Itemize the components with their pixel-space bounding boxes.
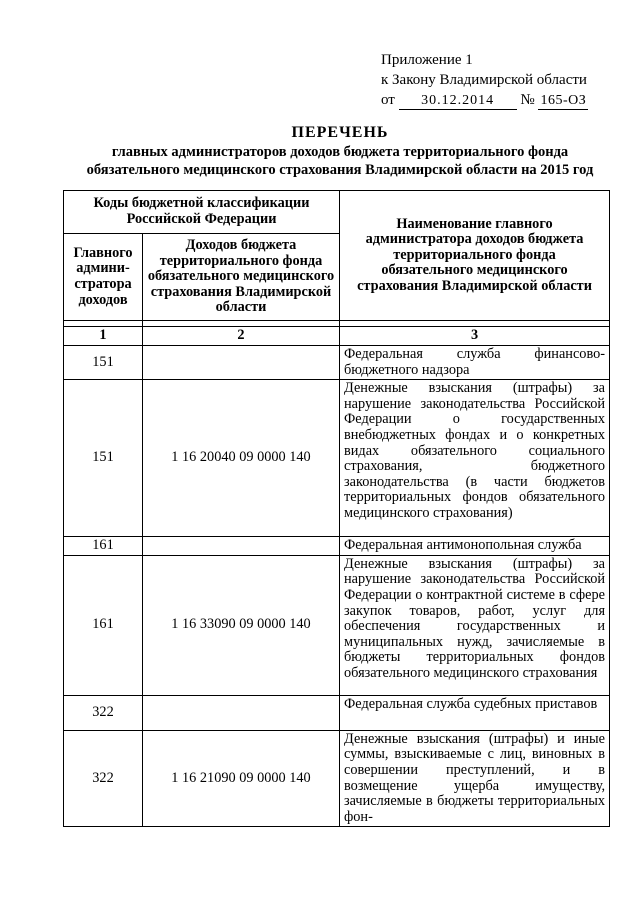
name-cell: Федеральная служба судебных приставов: [340, 695, 610, 730]
document-title: [0, 123, 640, 179]
table-row: [64, 346, 610, 380]
header-col3: Наименование главного администратора доходов бюджета территориального фонда обязательного медицинского страхования Владимирской области: [340, 191, 610, 321]
column-number-3: 3: [340, 327, 610, 346]
administrators-table: [63, 190, 610, 827]
admin-code-cell: 161: [64, 537, 143, 556]
income-code-cell: [143, 695, 340, 730]
admin-code-cell: 151: [64, 380, 143, 537]
name-cell: Федеральная антимонопольная служба: [340, 537, 610, 556]
header-codes-group: Коды бюджетной классификации Российской Федерации: [64, 191, 340, 234]
column-number-1: 1: [64, 327, 143, 346]
income-code-cell: 1 16 21090 09 0000 140: [143, 730, 340, 827]
header-col1: Главного админи-стратора доходов: [64, 234, 143, 321]
name-cell: Денежные взыскания (штрафы) за нарушение законодательства Российской Федерации о государственных внебюджетных фондах и о конкретных видах обязательного социального страхования, бюджетного законодательства (в части бюджетов территориальных фондов обязательного медицинского страхования): [340, 380, 610, 537]
income-code-cell: 1 16 20040 09 0000 140: [143, 380, 340, 537]
number-sign: №: [520, 92, 535, 108]
appendix-block: [381, 50, 588, 110]
title-line-1: главных администраторов доходов бюджета территориального фонда: [111, 144, 569, 160]
admin-code-cell: 161: [64, 555, 143, 695]
admin-code-cell: 322: [64, 695, 143, 730]
appendix-title: Приложение 1: [381, 52, 473, 68]
appendix-date-line: [381, 90, 588, 110]
name-cell: Денежные взыскания (штрафы) и иные суммы, взыскиваемые с лиц, виновных в совершении преступлений, и в возмещение ущерба имуществу, зачисляемые в бюджеты территориальных фон-: [340, 730, 610, 827]
title-heading: ПЕРЕЧЕНЬ: [291, 124, 389, 141]
date-value: 30.12.2014: [399, 92, 517, 110]
admin-code-cell: 322: [64, 730, 143, 827]
table-row: [64, 380, 610, 537]
from-label: от: [381, 92, 395, 108]
income-code-cell: 1 16 33090 09 0000 140: [143, 555, 340, 695]
table-row: [64, 555, 610, 695]
admin-code-cell: 151: [64, 346, 143, 380]
table-row: [64, 537, 610, 556]
header-col2: Доходов бюджета территориального фонда обязательного медицинского страхования Владимирской области: [143, 234, 340, 321]
law-number: 165-ОЗ: [538, 92, 588, 110]
table-row: [64, 730, 610, 827]
column-number-2: 2: [143, 327, 340, 346]
appendix-law-reference: к Закону Владимирской области: [381, 72, 587, 88]
income-code-cell: [143, 346, 340, 380]
table-row: [64, 695, 610, 730]
name-cell: Денежные взыскания (штрафы) за нарушение законодательства Российской Федерации о контрактной системе в сфере закупок товаров, работ, услуг для обеспечения государственных и муниципальных нужд, зачисляемые в бюджеты территориальных фондов обязательного медицинского страхования: [340, 555, 610, 695]
name-cell: Федеральная служба финансово-бюджетного надзора: [340, 346, 610, 380]
title-line-2: обязательного медицинского страхования Владимирской области на 2015 год: [86, 162, 594, 178]
income-code-cell: [143, 537, 340, 556]
